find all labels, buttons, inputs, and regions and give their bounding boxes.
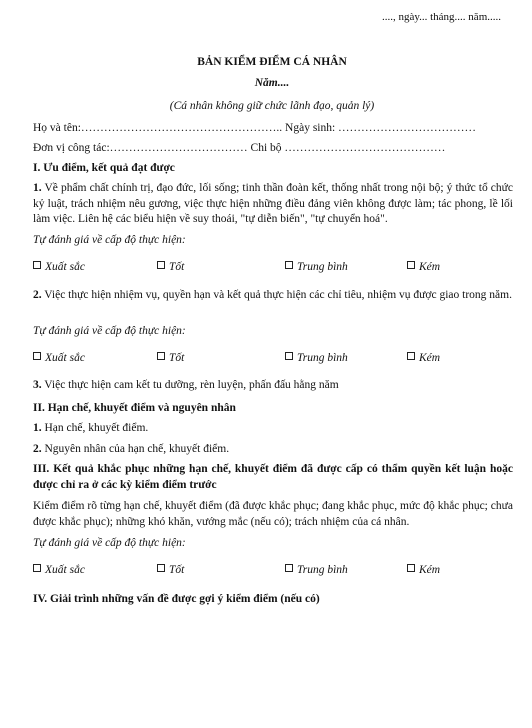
checkbox-icon[interactable] [407, 261, 415, 269]
name-birthdate-line: Họ và tên:…………………………………………….. Ngày sinh: ……………………………… [33, 122, 477, 134]
section-1-item-3 [33, 378, 513, 394]
checkbox-icon[interactable] [157, 261, 165, 269]
item-number: 1. [33, 422, 42, 434]
rating-option-excellent[interactable]: Xuất sắc [33, 563, 85, 579]
rating-option-average[interactable]: Trung bình [285, 260, 348, 276]
checkbox-icon[interactable] [285, 564, 293, 572]
section-3-heading: III. Kết quả khắc phục những hạn chế, khuyết điểm đã được cấp có thẩm quyền kết luận hoặc được chỉ ra ở các kỳ kiểm điểm trước [33, 463, 513, 491]
item-text: Nguyên nhân của hạn chế, khuyết điểm. [41, 443, 230, 455]
document-title: BẢN KIỂM ĐIỂM CÁ NHÂN [197, 56, 347, 68]
section-4-heading: IV. Giải trình những vấn đề được gợi ý kiểm điểm (nếu có) [33, 593, 320, 605]
item-text: Việc thực hiện nhiệm vụ, quyền hạn và kết quả thực hiện các chỉ tiêu, nhiệm vụ được giao trong năm. [41, 289, 512, 301]
rating-option-excellent[interactable]: Xuất sắc [33, 351, 85, 367]
rating-option-average[interactable]: Trung bình [285, 351, 348, 367]
self-assessment-label-2: Tự đánh giá về cấp độ thực hiện: [33, 325, 186, 337]
item-text: Hạn chế, khuyết điểm. [41, 422, 149, 434]
section-3-text: Kiểm điểm rõ từng hạn chế, khuyết điểm (đã được khắc phục; đang khắc phục, mức độ khắc phục; chưa được khắc phục); những khó khăn, vướng mắc (nếu có); trách nhiệm của cá nhân. [33, 500, 513, 528]
rating-options-1 [33, 260, 511, 276]
rating-option-excellent[interactable]: Xuất sắc [33, 260, 85, 276]
self-assessment-label-1: Tự đánh giá về cấp độ thực hiện: [33, 234, 186, 246]
document-year: Năm.... [254, 77, 290, 89]
checkbox-icon[interactable] [33, 564, 41, 572]
rating-option-average[interactable]: Trung bình [285, 563, 348, 579]
date-line: ...., ngày... tháng.... năm..... [381, 11, 501, 23]
checkbox-icon[interactable] [407, 564, 415, 572]
checkbox-icon[interactable] [285, 261, 293, 269]
checkbox-icon[interactable] [157, 352, 165, 360]
checkbox-icon[interactable] [157, 564, 165, 572]
item-number: 1. [33, 182, 42, 194]
rating-option-good[interactable]: Tốt [157, 260, 184, 276]
section-1-item-1 [33, 181, 513, 228]
checkbox-icon[interactable] [407, 352, 415, 360]
checkbox-icon[interactable] [33, 261, 41, 269]
rating-option-good[interactable]: Tốt [157, 563, 184, 579]
document-subtitle: (Cá nhân không giữ chức lãnh đạo, quản lý) [169, 100, 375, 112]
self-assessment-label-3: Tự đánh giá về cấp độ thực hiện: [33, 537, 186, 549]
section-2-item-2 [33, 442, 513, 458]
rating-options-2 [33, 351, 511, 367]
rating-option-poor[interactable]: Kém [407, 351, 440, 367]
item-number: 2. [33, 289, 42, 301]
item-number: 2. [33, 443, 42, 455]
checkbox-icon[interactable] [285, 352, 293, 360]
section-1-item-2 [33, 288, 513, 304]
rating-option-good[interactable]: Tốt [157, 351, 184, 367]
section-1-heading: I. Ưu điểm, kết quả đạt được [33, 162, 175, 174]
rating-option-poor[interactable]: Kém [407, 563, 440, 579]
rating-options-3 [33, 563, 511, 579]
item-text: Về phẩm chất chính trị, đạo đức, lối sống; tinh thần đoàn kết, thống nhất trong nội bộ; ý thức tổ chức kỷ luật, trách nhiệm nêu gương, việc thực hiện những điều đảng viên không được làm; tác phong, lề lối làm việc. Liên hệ các biểu hiện về suy thoái, "tự diễn biến", "tự chuyển hoá". [33, 182, 513, 226]
section-2-heading: II. Hạn chế, khuyết điểm và nguyên nhân [33, 402, 236, 414]
item-text: Việc thực hiện cam kết tu dưỡng, rèn luyện, phấn đấu hằng năm [41, 379, 339, 391]
checkbox-icon[interactable] [33, 352, 41, 360]
section-2-item-1 [33, 421, 513, 437]
item-number: 3. [33, 379, 42, 391]
unit-branch-line: Đơn vị công tác:……………………………… Chi bộ …………………………………… [33, 142, 446, 154]
rating-option-poor[interactable]: Kém [407, 260, 440, 276]
